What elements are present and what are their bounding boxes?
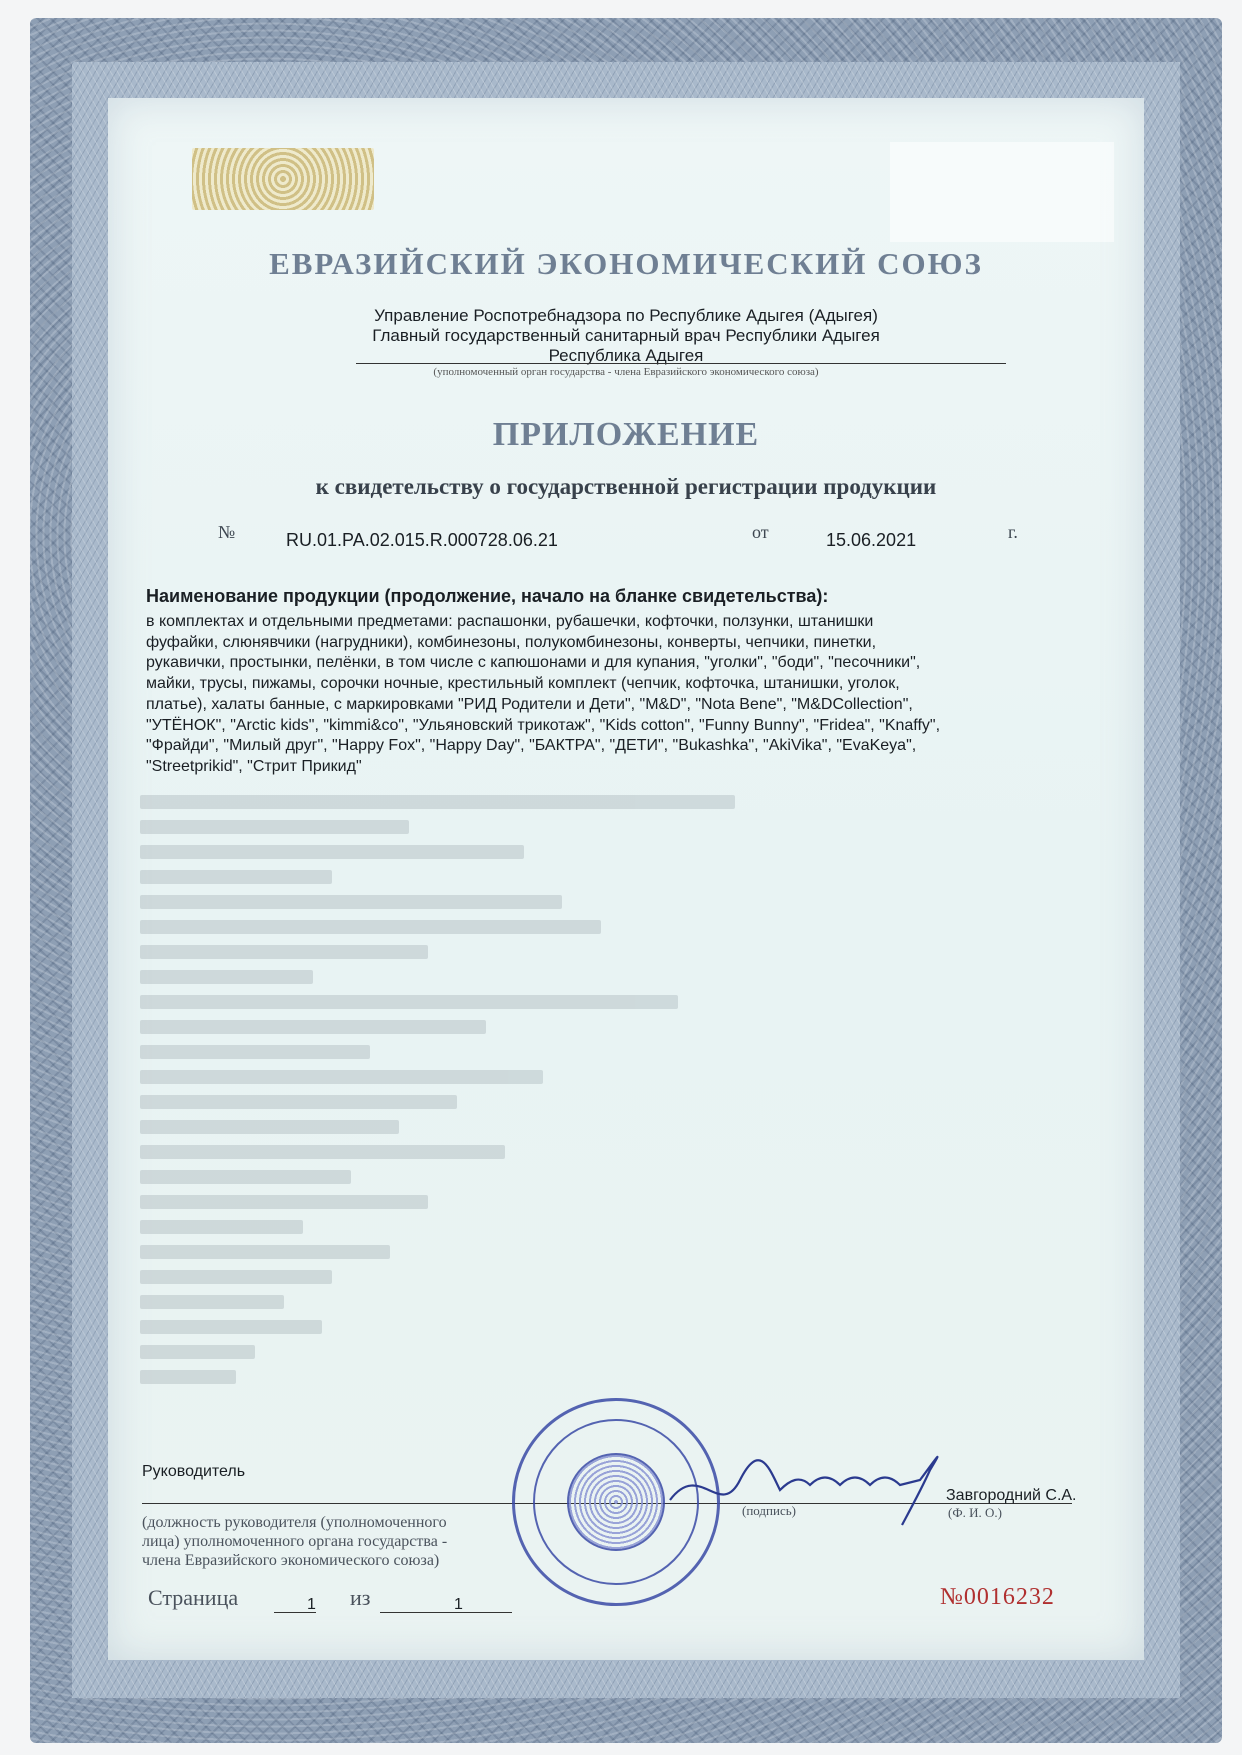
year-suffix: г. [1008,522,1018,542]
page-total: 1 [454,1596,463,1613]
page-total-underline [380,1612,512,1613]
product-description [146,612,1106,778]
product-line: "УТЁНОК", "Arctic kids", "kimmi&co", "Ульяновский трикотаж", "Kids cotton", "Funny Bunny", "Fridea", "Knaffy", [146,716,941,734]
date-label: от [752,522,769,542]
blank-serial-number: №0016232 [940,1584,1055,1610]
signature-graphic [660,1440,960,1530]
signatory-name: Завгородний С.А. [946,1487,1077,1504]
page-label: Страница [148,1585,239,1610]
registration-date: 15.06.2021 [826,530,917,550]
hologram-sticker [192,148,374,210]
authority-line-1: Управление Роспотребнадзора по Республике Адыгея (Адыгея) [374,306,878,325]
product-line: фуфайки, слюнявчики (нагрудники), комбинезоны, полукомбинезоны, конверты, чепчики, пинетки, [146,633,877,651]
authority-caption: (уполномоченный орган государства - члена Евразийского экономического союза) [433,366,819,378]
appendix-subtitle: к свидетельству о государственной регистрации продукции [315,474,937,499]
appendix-title: ПРИЛОЖЕНИЕ [492,416,760,453]
product-heading: Наименование продукции (продолжение, начало на бланке свидетельства): [146,586,829,606]
authority-line-3: Республика Адыгея [548,346,704,365]
page-current: 1 [307,1596,316,1613]
registration-number: RU.01.PA.02.015.R.000728.06.21 [286,530,558,550]
product-line: "Фрайди", "Милый друг", "Happy Fox", "Happy Day", "БАКТРА", "ДЕТИ", "Bukashka", "AkiVika", "EvaKeya", [146,737,917,755]
product-line: в комплектах и отдельными предметами: распашонки, рубашечки, кофточки, ползунки, штанишки [146,613,874,630]
number-label: № [218,522,236,542]
signature-caption: (подпись) [742,1503,796,1518]
product-line: майки, трусы, пижамы, сорочки ночные, крестильный комплект (чепчик, кофточка, штанишки, уголок, [146,675,900,693]
show-through-text [140,795,1100,1435]
name-caption: (Ф. И. О.) [948,1505,1002,1520]
product-line: "Streetprikid", "Стрит Прикид" [146,757,362,775]
position-caption-line: члена Евразийского экономического союза) [142,1552,440,1569]
product-line: платье), халаты банные, с маркировками "РИД Родители и Дети", "M&D", "Nota Bene", "M&DCollection", [146,695,913,713]
authority-line-2: Главный государственный санитарный врач Республики Адыгея [372,326,880,345]
authority-underline [356,363,1006,364]
paper-overlay [890,142,1114,242]
position-caption [142,1513,447,1570]
product-line: рукавички, простынки, пелёнки, в том числе с капюшонами и для купания, "уголки", "боди", "песочники", [146,654,921,672]
of-label: из [350,1585,371,1610]
position-caption-line: (должность руководителя (уполномоченного [142,1514,447,1531]
position-label: Руководитель [142,1463,246,1480]
position-caption-line: лица) уполномоченного органа государства - [142,1533,448,1550]
union-title: ЕВРАЗИЙСКИЙ ЭКОНОМИЧЕСКИЙ СОЮЗ [269,246,983,281]
